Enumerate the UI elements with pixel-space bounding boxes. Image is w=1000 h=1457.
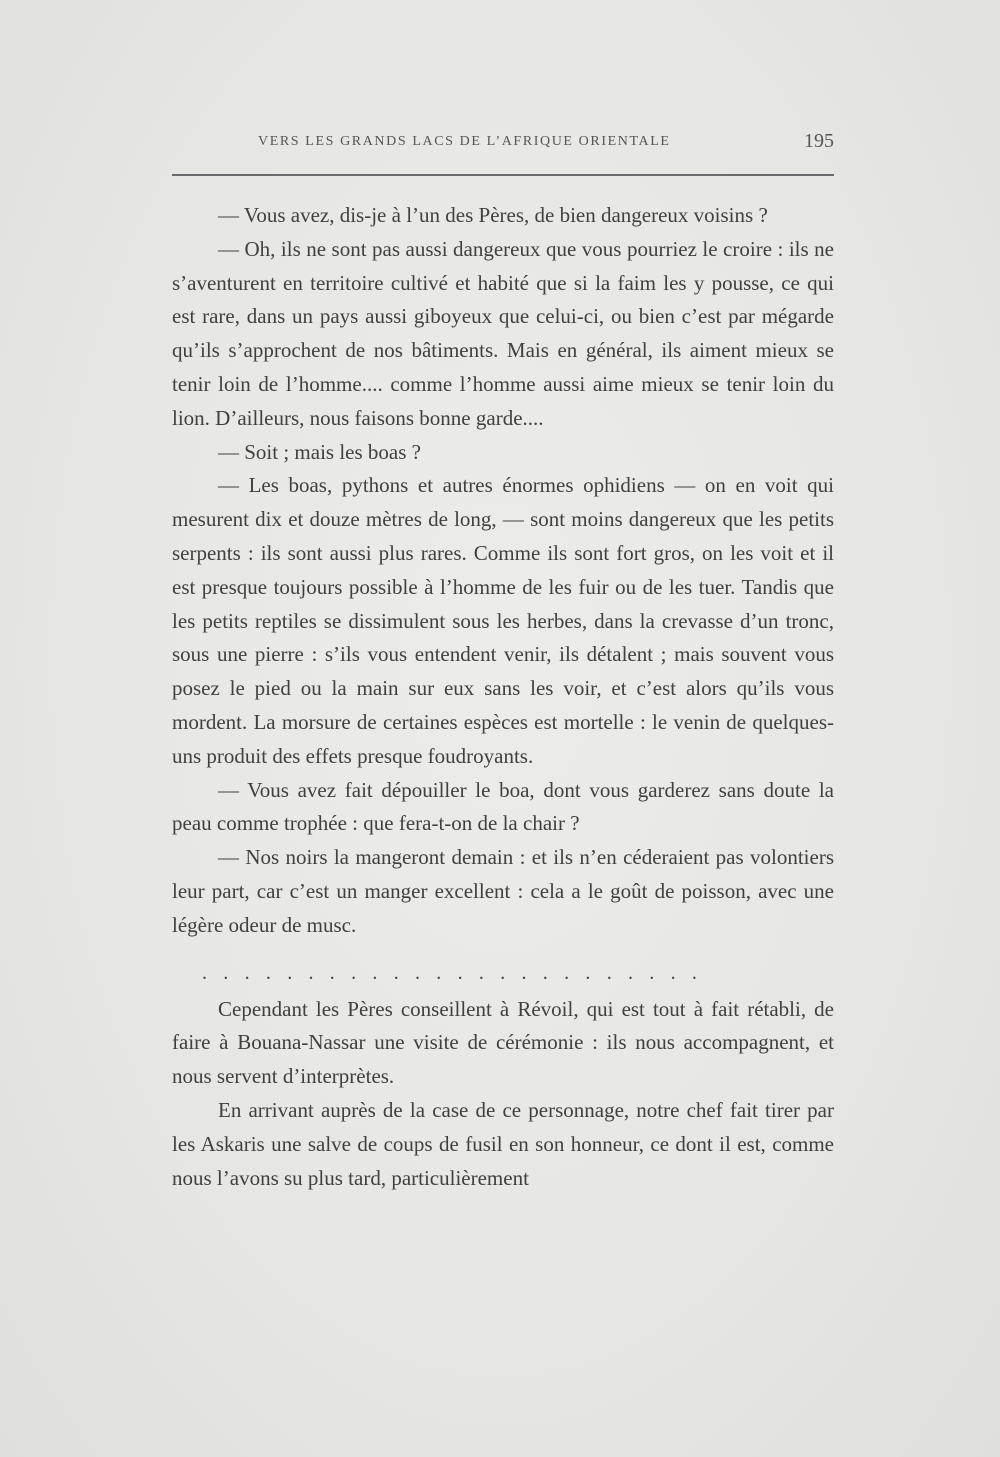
header-rule xyxy=(172,174,834,176)
section-break-dots: ........................ xyxy=(202,961,714,984)
paragraph: — Vous avez, dis-je à l’un des Pères, de bien dangereux voisins ? xyxy=(218,203,768,227)
body-text xyxy=(172,199,834,1195)
running-title: VERS LES GRANDS LACS DE L’AFRIQUE ORIENTALE xyxy=(258,134,671,149)
paragraph: En arrivant auprès de la case de ce personnage, notre chef fait tirer par les Askaris une salve de coups de fusil en son honneur, ce dont il est, comme nous l’avons su plus tard, particulièrement xyxy=(172,1097,834,1190)
paragraph: — Les boas, pythons et autres énormes ophidiens — on en voit qui mesurent dix et douze mètres de long, — sont moins dangereux que les petits serpents : ils sont aussi plus rares. Comme ils sont fort gros, on les voit et il est presque toujours possible à l’homme de les fuir ou de les tuer. Tandis que les petits reptiles se dissimulent sous les herbes, dans la crevasse d’un tronc, sous une pierre : s’ils vous entendent venir, ils détalent ; mais souvent vous posez le pied ou la main sur eux sans les voir, et c’est alors qu’ils vous mordent. La morsure de certaines espèces est mortelle : le venin de quelques-uns produit des effets presque foudroyants. xyxy=(172,473,834,768)
page-number: 195 xyxy=(804,130,834,152)
paragraph: — Vous avez fait dépouiller le boa, dont vous garderez sans doute la peau comme trophée : que fera-t-on de la chair ? xyxy=(172,777,834,836)
paragraph: Cependant les Pères conseillent à Révoil, qui est tout à fait rétabli, de faire à Bouana-Nassar une visite de cérémonie : ils nous accompagnent, et nous servent d’interprètes. xyxy=(172,996,834,1089)
page-header xyxy=(172,130,834,160)
paragraph: — Nos noirs la mangeront demain : et ils n’en céderaient pas volontiers leur part, car c’est un manger excellent : cela a le goût de poisson, avec une légère odeur de musc. xyxy=(172,845,834,937)
paragraph: — Oh, ils ne sont pas aussi dangereux que vous pourriez le croire : ils ne s’aventurent en territoire cultivé et habité que si la faim les y pousse, ce qui est rare, dans un pays aussi giboyeux que celui-ci, ou bien c’est par mégarde qu’ils s’approchent de nos bâtiments. Mais en général, ils aiment mieux se tenir loin de l’homme.... comme l’homme aussi aime mieux se tenir loin du lion. D’ailleurs, nous faisons bonne garde.... xyxy=(172,236,834,430)
paragraph: — Soit ; mais les boas ? xyxy=(218,439,421,464)
